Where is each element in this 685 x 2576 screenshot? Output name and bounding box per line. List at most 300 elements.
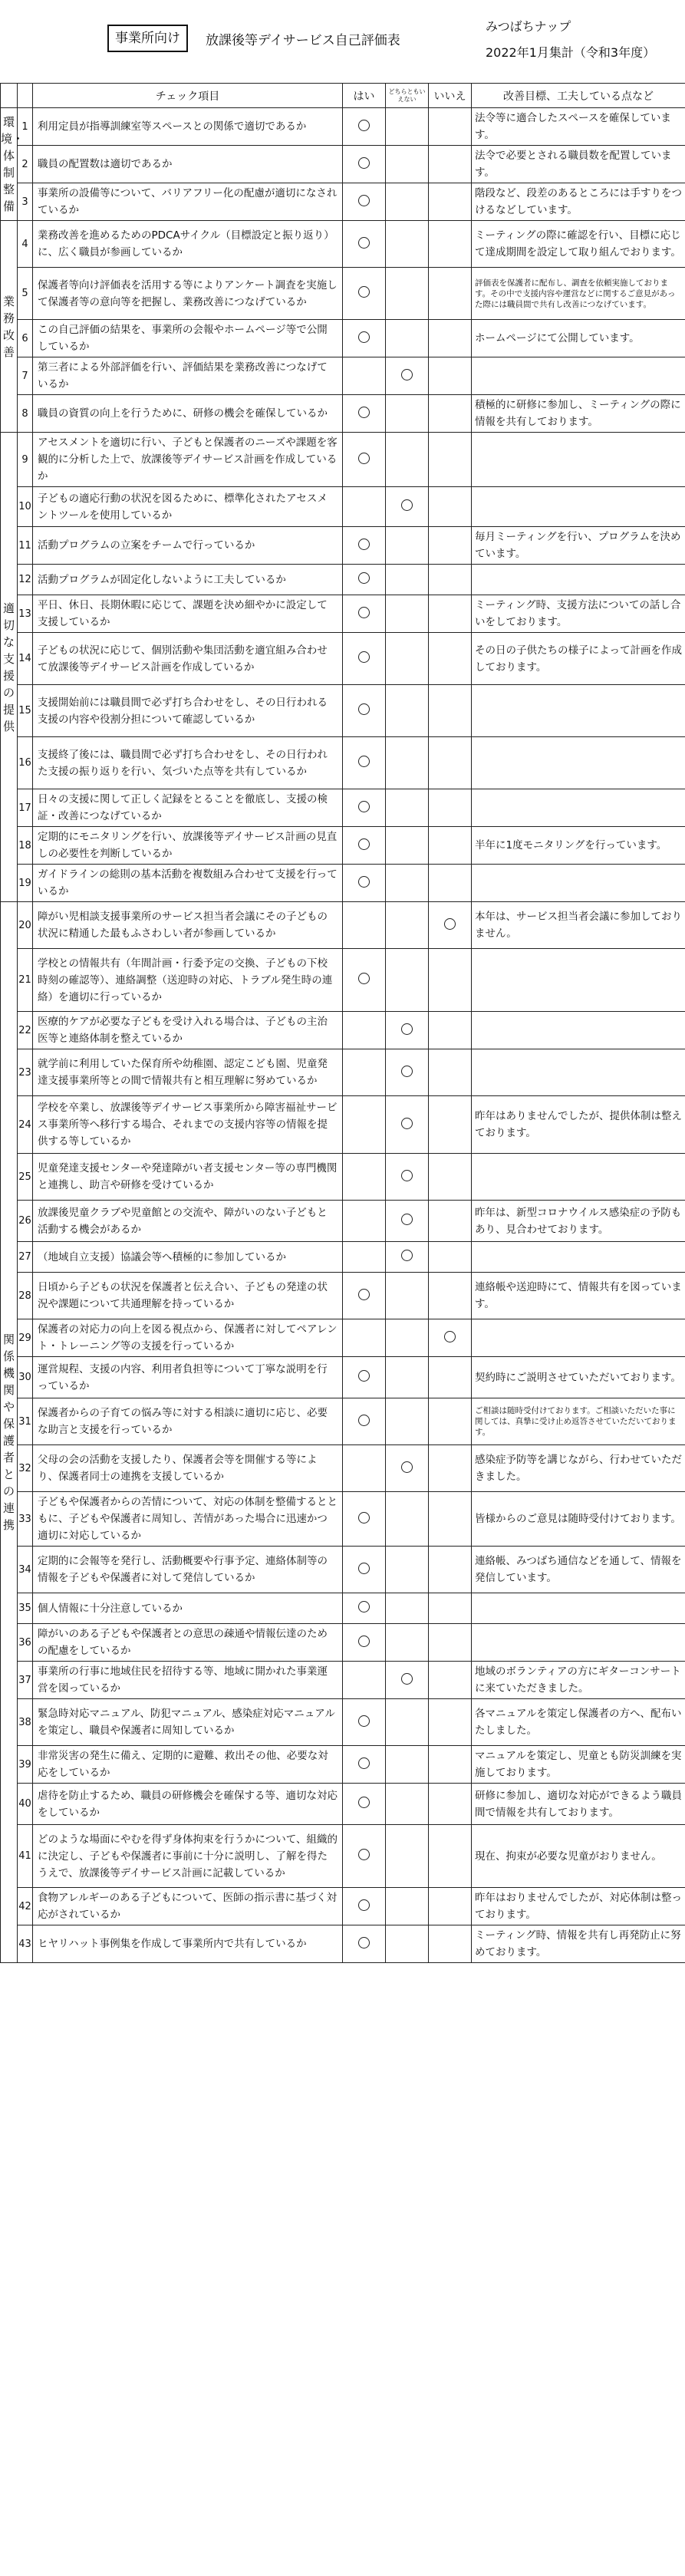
check-item: 保護者の対応力の向上を図る視点から、保護者に対してペアレント・トレーニング等の支援を行っているか — [33, 1319, 343, 1357]
yes-cell — [343, 146, 386, 183]
neither-cell — [386, 1154, 429, 1201]
item-number: 27 — [18, 1242, 33, 1273]
answer-mark-icon — [401, 1023, 413, 1035]
item-number: 41 — [18, 1825, 33, 1888]
no-cell — [429, 1357, 472, 1398]
table-row — [1, 1593, 685, 1624]
check-item: 事業所の行事に地域住民を招待する等、地域に開かれた事業運営を図っているか — [33, 1662, 343, 1699]
answer-mark-icon — [401, 1673, 413, 1685]
yes-cell — [343, 633, 386, 685]
answer-mark-icon — [358, 453, 370, 464]
no-cell — [429, 1492, 472, 1547]
improvement-note: マニュアルを策定し、児童とも防災訓練を実施しております。 — [472, 1746, 685, 1784]
check-item: 障がいのある子どもや保護者との意思の疎通や情報伝達のための配慮をしているか — [33, 1624, 343, 1662]
item-number: 26 — [18, 1201, 33, 1242]
improvement-note: 連絡帳や送迎時にて、情報共有を図っています。 — [472, 1273, 685, 1319]
neither-cell — [386, 221, 429, 268]
check-item: 活動プログラムの立案をチームで行っているか — [33, 527, 343, 565]
yes-cell — [343, 1357, 386, 1398]
check-item: 個人情報に十分注意しているか — [33, 1593, 343, 1624]
answer-mark-icon — [358, 195, 370, 206]
answer-mark-icon — [358, 703, 370, 715]
improvement-note: 昨年はありませんでしたが、提供体制は整えております。 — [472, 1096, 685, 1154]
no-cell — [429, 633, 472, 685]
check-item: ガイドラインの総則の基本活動を複数組み合わせて支援を行っているか — [33, 865, 343, 902]
table-row — [1, 1096, 685, 1154]
improvement-header: 改善目標、工夫している点など — [472, 84, 685, 108]
check-item: 平日、休日、長期休暇に応じて、課題を決め細やかに設定して支援しているか — [33, 595, 343, 633]
improvement-note: ご相談は随時受付けております。ご相談いただいた事に関しては、真摯に受け止め返答させていただいております。 — [472, 1398, 685, 1445]
answer-mark-icon — [358, 1757, 370, 1769]
no-cell — [429, 595, 472, 633]
yes-cell — [343, 433, 386, 487]
item-number: 17 — [18, 789, 33, 827]
table-row — [1, 1357, 685, 1398]
neither-cell — [386, 183, 429, 221]
check-item: 第三者による外部評価を行い、評価結果を業務改善につなげているか — [33, 357, 343, 395]
improvement-note — [472, 865, 685, 902]
yes-cell — [343, 357, 386, 395]
yes-cell — [343, 1746, 386, 1784]
neither-cell — [386, 827, 429, 865]
item-number: 22 — [18, 1012, 33, 1049]
improvement-note: 研修に参加し、適切な対応ができるよう職員間で情報を共有しております。 — [472, 1784, 685, 1825]
answer-mark-icon — [358, 1512, 370, 1524]
item-number: 16 — [18, 737, 33, 789]
check-item: アセスメントを適切に行い、子どもと保護者のニーズや課題を客観的に分析した上で、放課後等デイサービス計画を作成しているか — [33, 433, 343, 487]
neither-cell — [386, 433, 429, 487]
item-number: 15 — [18, 685, 33, 737]
yes-cell — [343, 1784, 386, 1825]
no-cell — [429, 183, 472, 221]
table-row — [1, 108, 685, 146]
check-item: ヒヤリハット事例集を作成して事業所内で共有しているか — [33, 1925, 343, 1963]
improvement-note: 連絡帳、みつばち通信などを通して、情報を発信しています。 — [472, 1547, 685, 1593]
answer-mark-icon — [444, 918, 456, 930]
table-row — [1, 1445, 685, 1492]
yes-cell — [343, 1624, 386, 1662]
item-number: 21 — [18, 949, 33, 1012]
yes-cell — [343, 395, 386, 433]
check-item: この自己評価の結果を、事業所の会報やホームページ等で公開しているか — [33, 320, 343, 357]
neither-cell — [386, 789, 429, 827]
yes-cell — [343, 1242, 386, 1273]
yes-cell — [343, 865, 386, 902]
answer-mark-icon — [401, 1066, 413, 1077]
item-number: 10 — [18, 487, 33, 527]
check-item: 学校を卒業し、放課後等デイサービス事業所から障害福祉サービス事業所等へ移行する場合、それまでの支援内容等の情報を提供する等しているか — [33, 1096, 343, 1154]
answer-mark-icon — [401, 369, 413, 380]
table-row — [1, 685, 685, 737]
no-cell — [429, 1624, 472, 1662]
improvement-note: 法令等に適合したスペースを確保しています。 — [472, 108, 685, 146]
yes-cell — [343, 685, 386, 737]
no-cell — [429, 320, 472, 357]
no-cell — [429, 395, 472, 433]
neither-cell — [386, 685, 429, 737]
table-row — [1, 395, 685, 433]
answer-mark-icon — [358, 120, 370, 131]
table-row — [1, 268, 685, 320]
yes-cell — [343, 789, 386, 827]
neither-cell — [386, 1398, 429, 1445]
item-header: チェック項目 — [33, 84, 343, 108]
yes-cell — [343, 1888, 386, 1925]
answer-mark-icon — [358, 1715, 370, 1727]
answer-mark-icon — [358, 801, 370, 812]
neither-cell — [386, 527, 429, 565]
answer-mark-icon — [358, 1937, 370, 1948]
check-item: 運営規程、支援の内容、利用者負担等について丁寧な説明を行っているか — [33, 1357, 343, 1398]
no-cell — [429, 1699, 472, 1746]
no-cell — [429, 685, 472, 737]
item-number: 36 — [18, 1624, 33, 1662]
table-row — [1, 1662, 685, 1699]
document-header — [0, 0, 685, 77]
answer-mark-icon — [401, 1214, 413, 1225]
check-item: 父母の会の活動を支援したり、保護者会等を開催する等により、保護者同士の連携を支援しているか — [33, 1445, 343, 1492]
item-number: 3 — [18, 183, 33, 221]
table-row — [1, 1746, 685, 1784]
number-header — [18, 84, 33, 108]
no-cell — [429, 487, 472, 527]
check-item: 職員の資質の向上を行うために、研修の機会を確保しているか — [33, 395, 343, 433]
neither-cell — [386, 146, 429, 183]
neither-cell — [386, 595, 429, 633]
table-row — [1, 357, 685, 395]
yes-cell — [343, 1925, 386, 1963]
category-cell: 適切な支援の提供 — [1, 433, 18, 902]
improvement-note — [472, 789, 685, 827]
no-cell — [429, 789, 472, 827]
table-row — [1, 595, 685, 633]
answer-mark-icon — [358, 1899, 370, 1911]
table-row — [1, 1273, 685, 1319]
answer-mark-icon — [358, 1849, 370, 1860]
item-number: 11 — [18, 527, 33, 565]
category-cell: 関係機関や保護者との連携 — [1, 902, 18, 1963]
category-cell: 環境・体制整備 — [1, 108, 18, 221]
no-cell — [429, 1593, 472, 1624]
no-cell — [429, 1154, 472, 1201]
neither-cell — [386, 1012, 429, 1049]
check-item: 業務改善を進めるためのPDCAサイクル（目標設定と振り返り）に、広く職員が参画しているか — [33, 221, 343, 268]
item-number: 8 — [18, 395, 33, 433]
no-cell — [429, 1784, 472, 1825]
check-item: 食物アレルギーのある子どもについて、医師の指示書に基づく対応がされているか — [33, 1888, 343, 1925]
table-row — [1, 1888, 685, 1925]
item-number: 33 — [18, 1492, 33, 1547]
table-row — [1, 527, 685, 565]
improvement-note — [472, 1012, 685, 1049]
answer-mark-icon — [401, 1170, 413, 1181]
neither-cell — [386, 1049, 429, 1096]
answer-mark-icon — [358, 237, 370, 249]
answer-mark-icon — [358, 651, 370, 663]
answer-mark-icon — [358, 607, 370, 618]
item-number: 12 — [18, 565, 33, 595]
item-number: 28 — [18, 1273, 33, 1319]
table-row — [1, 1699, 685, 1746]
neither-cell — [386, 1096, 429, 1154]
check-item: 保護者等向け評価表を活用する等によりアンケート調査を実施して保護者等の意向等を把握し、業務改善につなげているか — [33, 268, 343, 320]
no-cell — [429, 827, 472, 865]
item-number: 9 — [18, 433, 33, 487]
yes-cell — [343, 268, 386, 320]
improvement-note: 積極的に研修に参加し、ミーティングの際に情報を共有しております。 — [472, 395, 685, 433]
check-item: 障がい児相談支援事業所のサービス担当者会議にその子どもの状況に精通した最もふさわしい者が参画しているか — [33, 902, 343, 949]
item-number: 43 — [18, 1925, 33, 1963]
check-item: 支援終了後には、職員間で必ず打ち合わせをし、その日行われた支援の振り返りを行い、気づいた点等を共有しているか — [33, 737, 343, 789]
neither-header: どちらともいえない — [386, 84, 429, 108]
table-row — [1, 320, 685, 357]
table-row — [1, 146, 685, 183]
answer-mark-icon — [401, 1118, 413, 1129]
yes-cell — [343, 221, 386, 268]
check-item: 職員の配置数は適切であるか — [33, 146, 343, 183]
item-number: 19 — [18, 865, 33, 902]
evaluation-table — [0, 83, 685, 1963]
table-header-row — [1, 84, 685, 108]
check-item: 子どもの状況に応じて、個別活動や集団活動を適宜組み合わせて放課後等デイサービス計画を作成しているか — [33, 633, 343, 685]
neither-cell — [386, 1624, 429, 1662]
item-number: 31 — [18, 1398, 33, 1445]
answer-mark-icon — [358, 157, 370, 169]
document-title: 放課後等デイサービス自己評価表 — [206, 33, 400, 48]
no-cell — [429, 865, 472, 902]
table-row — [1, 827, 685, 865]
check-item: 虐待を防止するため、職員の研修機会を確保する等、適切な対応をしているか — [33, 1784, 343, 1825]
no-cell — [429, 1242, 472, 1273]
no-cell — [429, 902, 472, 949]
improvement-note — [472, 1593, 685, 1624]
yes-cell — [343, 527, 386, 565]
improvement-note: その日の子供たちの様子によって計画を作成しております。 — [472, 633, 685, 685]
answer-mark-icon — [358, 973, 370, 984]
no-cell — [429, 1445, 472, 1492]
item-number: 37 — [18, 1662, 33, 1699]
neither-cell — [386, 1357, 429, 1398]
table-row — [1, 433, 685, 487]
item-number: 40 — [18, 1784, 33, 1825]
no-cell — [429, 1049, 472, 1096]
improvement-note — [472, 487, 685, 527]
check-item: 定期的にモニタリングを行い、放課後等デイサービス計画の見直しの必要性を判断しているか — [33, 827, 343, 865]
check-item: 非常災害の発生に備え、定期的に避難、救出その他、必要な対応をしているか — [33, 1746, 343, 1784]
no-cell — [429, 1746, 472, 1784]
table-row — [1, 1012, 685, 1049]
yes-cell — [343, 827, 386, 865]
check-item: 学校との情報共有（年間計画・行委予定の交換、子どもの下校時刻の確認等）、連絡調整（送迎時の対応、トラブル発生時の連絡）を適切に行っているか — [33, 949, 343, 1012]
answer-mark-icon — [401, 1250, 413, 1261]
yes-cell — [343, 487, 386, 527]
table-row — [1, 1049, 685, 1096]
answer-mark-icon — [358, 1563, 370, 1574]
improvement-note — [472, 1242, 685, 1273]
no-cell — [429, 1825, 472, 1888]
item-number: 6 — [18, 320, 33, 357]
table-row — [1, 1624, 685, 1662]
table-row — [1, 1925, 685, 1963]
table-row — [1, 1242, 685, 1273]
yes-cell — [343, 1096, 386, 1154]
no-cell — [429, 108, 472, 146]
audience-tag: 事業所向け — [107, 25, 188, 52]
item-number: 14 — [18, 633, 33, 685]
no-cell — [429, 146, 472, 183]
yes-cell — [343, 565, 386, 595]
category-cell: 業務改善 — [1, 221, 18, 433]
yes-cell — [343, 1547, 386, 1593]
no-cell — [429, 221, 472, 268]
survey-period: 2022年1月集計（令和3年度） — [486, 45, 656, 60]
check-item: 利用定員が指導訓練室等スペースとの関係で適切であるか — [33, 108, 343, 146]
yes-cell — [343, 595, 386, 633]
table-row — [1, 183, 685, 221]
check-item: 日々の支援に関して正しく記録をとることを徹底し、支援の検証・改善につなげているか — [33, 789, 343, 827]
organization-name: みつばちナップ — [486, 19, 571, 34]
answer-mark-icon — [358, 876, 370, 888]
check-item: 事業所の設備等について、バリアフリー化の配慮が適切になされているか — [33, 183, 343, 221]
yes-cell — [343, 1492, 386, 1547]
yes-cell — [343, 1154, 386, 1201]
no-cell — [429, 268, 472, 320]
check-item: 緊急時対応マニュアル、防犯マニュアル、感染症対応マニュアルを策定し、職員や保護者に周知しているか — [33, 1699, 343, 1746]
improvement-note: 階段など、段差のあるところには手すりをつけるなどしています。 — [472, 183, 685, 221]
yes-cell — [343, 1699, 386, 1746]
table-row — [1, 902, 685, 949]
item-number: 5 — [18, 268, 33, 320]
check-item: 活動プログラムが固定化しないように工夫しているか — [33, 565, 343, 595]
check-item: どのような場面にやむを得ず身体拘束を行うかについて、組織的に決定し、子どもや保護者に事前に十分に説明し、了解を得たうえで、放課後等デイサービス計画に記載しているか — [33, 1825, 343, 1888]
table-row — [1, 1201, 685, 1242]
item-number: 2 — [18, 146, 33, 183]
no-cell — [429, 737, 472, 789]
improvement-note: ホームページにて公開しています。 — [472, 320, 685, 357]
improvement-note: 評価表を保護者に配布し、調査を依頼実施しております。その中で支援内容や運営などに関するご意見があった際には職員間で共有し改善につなげています。 — [472, 268, 685, 320]
no-cell — [429, 949, 472, 1012]
item-number: 29 — [18, 1319, 33, 1357]
improvement-note — [472, 1049, 685, 1096]
no-cell — [429, 433, 472, 487]
neither-cell — [386, 395, 429, 433]
item-number: 18 — [18, 827, 33, 865]
improvement-note — [472, 685, 685, 737]
answer-mark-icon — [358, 286, 370, 298]
improvement-note — [472, 357, 685, 395]
improvement-note: 昨年は、新型コロナウイルス感染症の予防もあり、見合わせております。 — [472, 1201, 685, 1242]
table-row — [1, 633, 685, 685]
improvement-note: 契約時にご説明させていただいております。 — [472, 1357, 685, 1398]
neither-cell — [386, 108, 429, 146]
improvement-note — [472, 565, 685, 595]
neither-cell — [386, 1242, 429, 1273]
table-row — [1, 1398, 685, 1445]
check-item: 子どもや保護者からの苦情について、対応の体制を整備するとともに、子どもや保護者に周知し、苦情があった場合に迅速かつ適切に対応しているか — [33, 1492, 343, 1547]
no-cell — [429, 1012, 472, 1049]
answer-mark-icon — [358, 1636, 370, 1647]
item-number: 23 — [18, 1049, 33, 1096]
answer-mark-icon — [444, 1331, 456, 1342]
item-number: 32 — [18, 1445, 33, 1492]
no-cell — [429, 1273, 472, 1319]
answer-mark-icon — [358, 1415, 370, 1426]
neither-cell — [386, 1201, 429, 1242]
improvement-note: 半年に1度モニタリングを行っています。 — [472, 827, 685, 865]
check-item: （地域自立支援）協議会等へ積極的に参加しているか — [33, 1242, 343, 1273]
neither-cell — [386, 1925, 429, 1963]
answer-mark-icon — [358, 1370, 370, 1382]
neither-cell — [386, 865, 429, 902]
item-number: 38 — [18, 1699, 33, 1746]
table-row — [1, 1319, 685, 1357]
check-item: 日頃から子どもの状況を保護者と伝え合い、子どもの発達の状況や課題について共通理解を持っているか — [33, 1273, 343, 1319]
no-cell — [429, 1398, 472, 1445]
yes-cell — [343, 183, 386, 221]
yes-cell — [343, 108, 386, 146]
yes-cell — [343, 949, 386, 1012]
table-row — [1, 565, 685, 595]
improvement-note: ミーティング時、情報を共有し再発防止に努めております。 — [472, 1925, 685, 1963]
yes-cell — [343, 1201, 386, 1242]
item-number: 39 — [18, 1746, 33, 1784]
neither-cell — [386, 1784, 429, 1825]
item-number: 34 — [18, 1547, 33, 1593]
item-number: 42 — [18, 1888, 33, 1925]
table-row — [1, 1825, 685, 1888]
neither-cell — [386, 1662, 429, 1699]
neither-cell — [386, 1273, 429, 1319]
improvement-note: ミーティング時、支援方法についての話し合いをしております。 — [472, 595, 685, 633]
table-body — [1, 108, 685, 1963]
table-row — [1, 1492, 685, 1547]
yes-cell — [343, 1319, 386, 1357]
answer-mark-icon — [358, 1289, 370, 1300]
improvement-note: 感染症予防等を講じながら、行わせていただきました。 — [472, 1445, 685, 1492]
item-number: 30 — [18, 1357, 33, 1398]
no-cell — [429, 1547, 472, 1593]
neither-cell — [386, 1825, 429, 1888]
yes-cell — [343, 1012, 386, 1049]
improvement-note: 本年は、サービス担当者会議に参加しておりません。 — [472, 902, 685, 949]
neither-cell — [386, 1319, 429, 1357]
no-cell — [429, 1096, 472, 1154]
answer-mark-icon — [358, 407, 370, 418]
answer-mark-icon — [401, 499, 413, 511]
yes-cell — [343, 320, 386, 357]
improvement-note: 法令で必要とされる職員数を配置しています。 — [472, 146, 685, 183]
item-number: 24 — [18, 1096, 33, 1154]
yes-header: はい — [343, 84, 386, 108]
neither-cell — [386, 268, 429, 320]
improvement-note — [472, 1319, 685, 1357]
table-row — [1, 1784, 685, 1825]
item-number: 25 — [18, 1154, 33, 1201]
neither-cell — [386, 737, 429, 789]
improvement-note — [472, 949, 685, 1012]
check-item: 就学前に利用していた保育所や幼稚園、認定こども園、児童発達支援事業所等との間で情報共有と相互理解に努めているか — [33, 1049, 343, 1096]
table-row — [1, 221, 685, 268]
neither-cell — [386, 902, 429, 949]
improvement-note: 各マニュアルを策定し保護者の方へ、配布いたしました。 — [472, 1699, 685, 1746]
neither-cell — [386, 320, 429, 357]
improvement-note: 昨年はおりませんでしたが、対応体制は整っております。 — [472, 1888, 685, 1925]
item-number: 1 — [18, 108, 33, 146]
improvement-note: 地域のボランティアの方にギターコンサートに来ていただきました。 — [472, 1662, 685, 1699]
answer-mark-icon — [358, 1601, 370, 1612]
check-item: 放課後児童クラブや児童館との交流や、障がいのない子どもと活動する機会があるか — [33, 1201, 343, 1242]
table-row — [1, 865, 685, 902]
